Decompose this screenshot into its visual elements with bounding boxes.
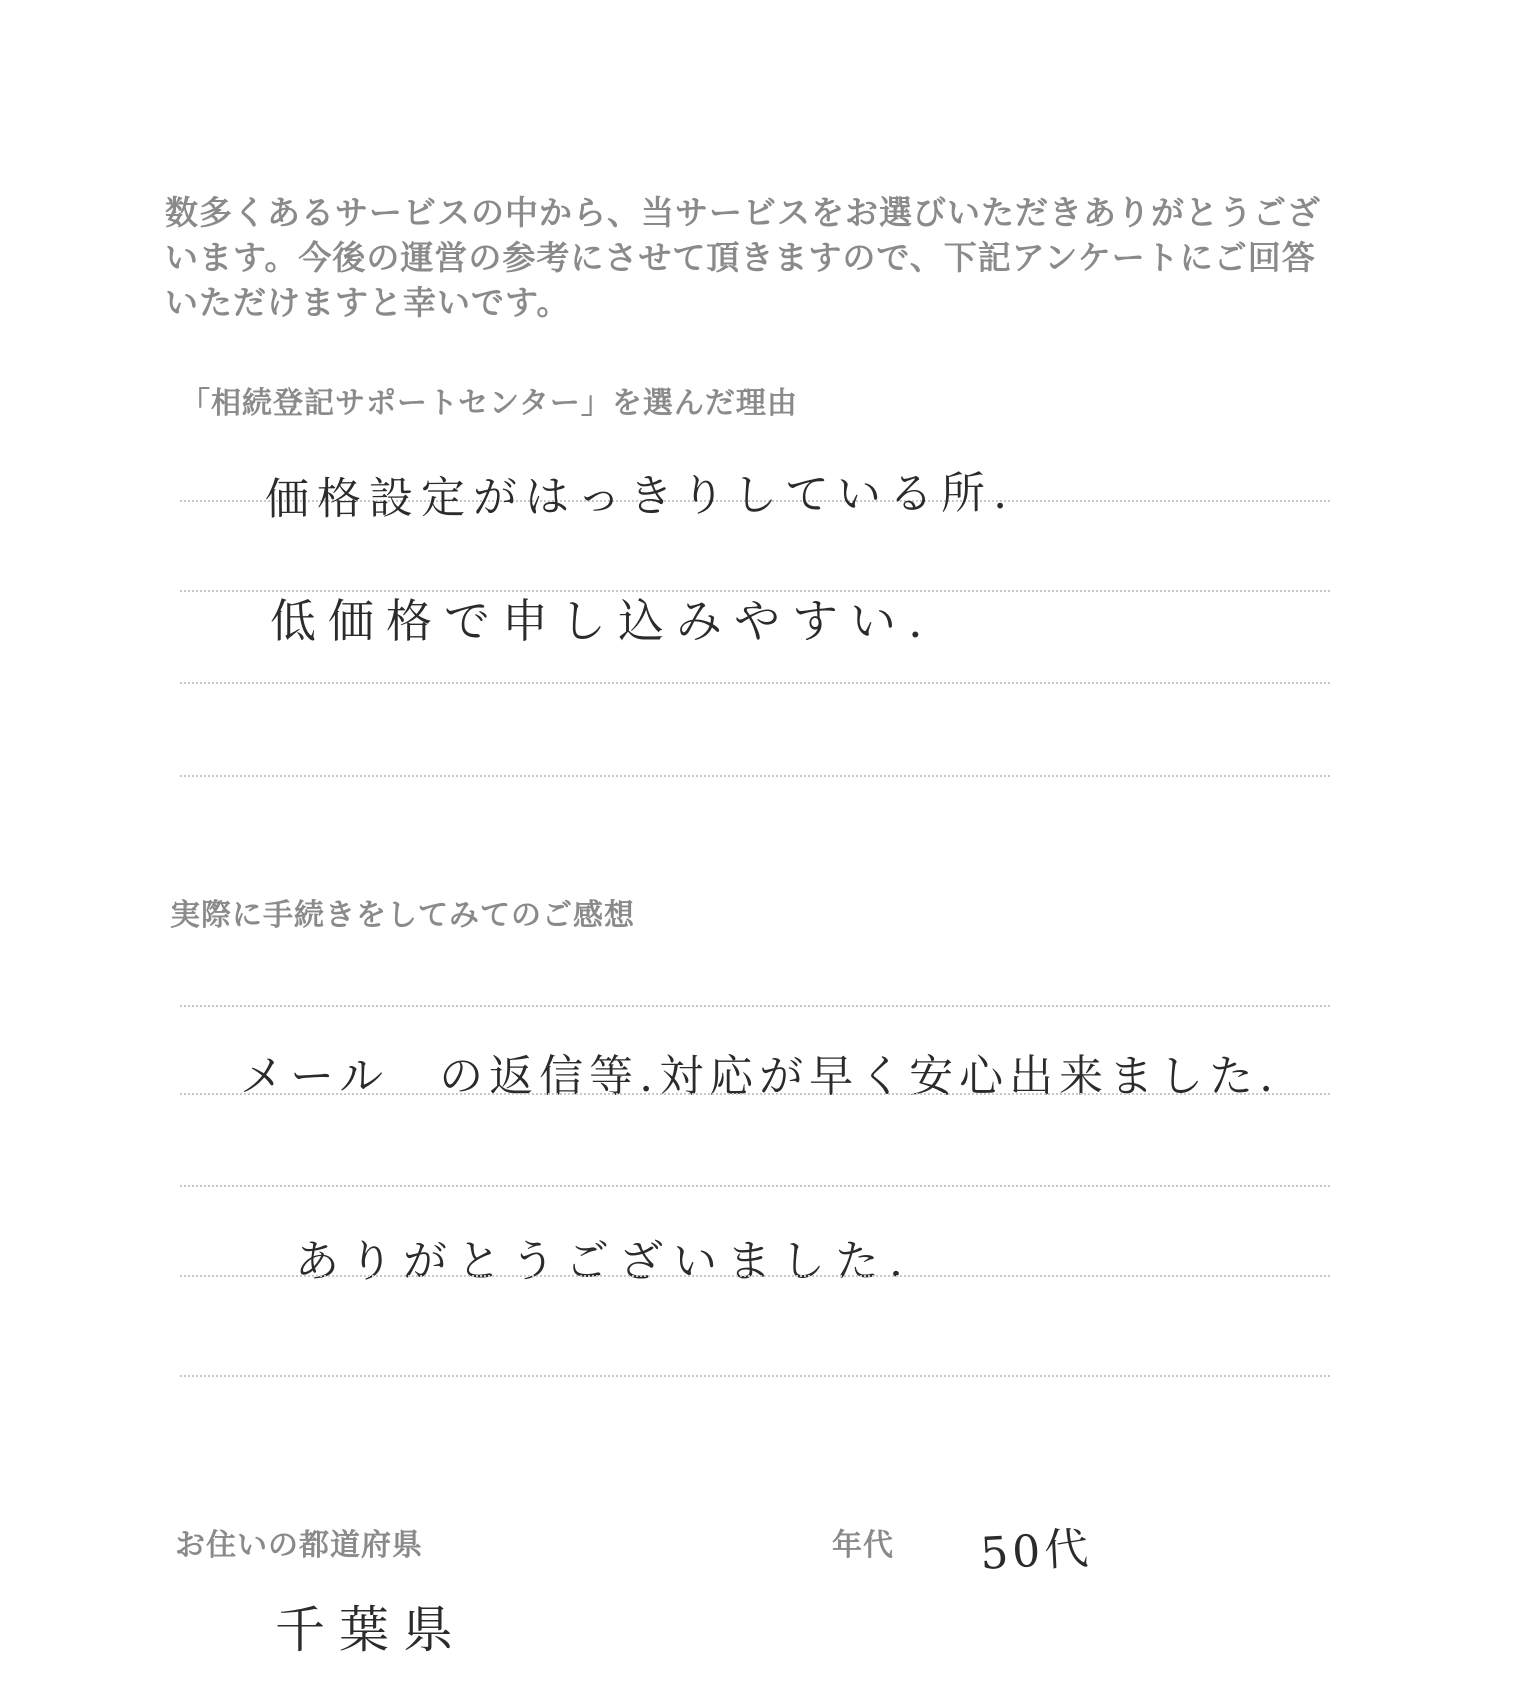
prefecture-label: お住いの都道府県 bbox=[175, 1528, 423, 1563]
answer-rule-7 bbox=[180, 1185, 1330, 1187]
age-label: 年代 bbox=[832, 1528, 894, 1563]
impression-question-label: 実際に手続きをしてみてのご感想 bbox=[170, 898, 635, 933]
intro-line-1: 数多くあるサービスの中から、当サービスをお選びいただきありがとうござ bbox=[165, 193, 1321, 232]
prefecture-value: 千葉県 bbox=[275, 1601, 467, 1659]
impression-answer-line-2: ありがとうございました. bbox=[295, 1236, 913, 1287]
intro-line-2: います。今後の運営の参考にさせて頂きますので、下記アンケートにご回答 bbox=[165, 238, 1316, 277]
answer-rule-4 bbox=[180, 775, 1330, 777]
answer-rule-5 bbox=[180, 1005, 1330, 1007]
reason-question-label: 「相続登記サポートセンター」を選んだ理由 bbox=[180, 386, 798, 421]
answer-rule-8 bbox=[180, 1275, 1330, 1277]
answer-rule-3 bbox=[180, 682, 1330, 684]
reason-answer-line-1: 価格設定がはっきりしている所. bbox=[264, 467, 1016, 526]
answer-rule-6 bbox=[180, 1093, 1330, 1095]
intro-text bbox=[165, 190, 1345, 325]
answer-rule-9 bbox=[180, 1375, 1330, 1377]
intro-line-3: いただけますと幸いです。 bbox=[165, 283, 571, 322]
reason-answer-line-2: 低価格で申し込みやすい. bbox=[270, 594, 935, 648]
impression-answer-line-1: メール の返信等.対応が早く安心出来ました. bbox=[240, 1051, 1280, 1102]
age-value: 50代 bbox=[978, 1523, 1094, 1580]
